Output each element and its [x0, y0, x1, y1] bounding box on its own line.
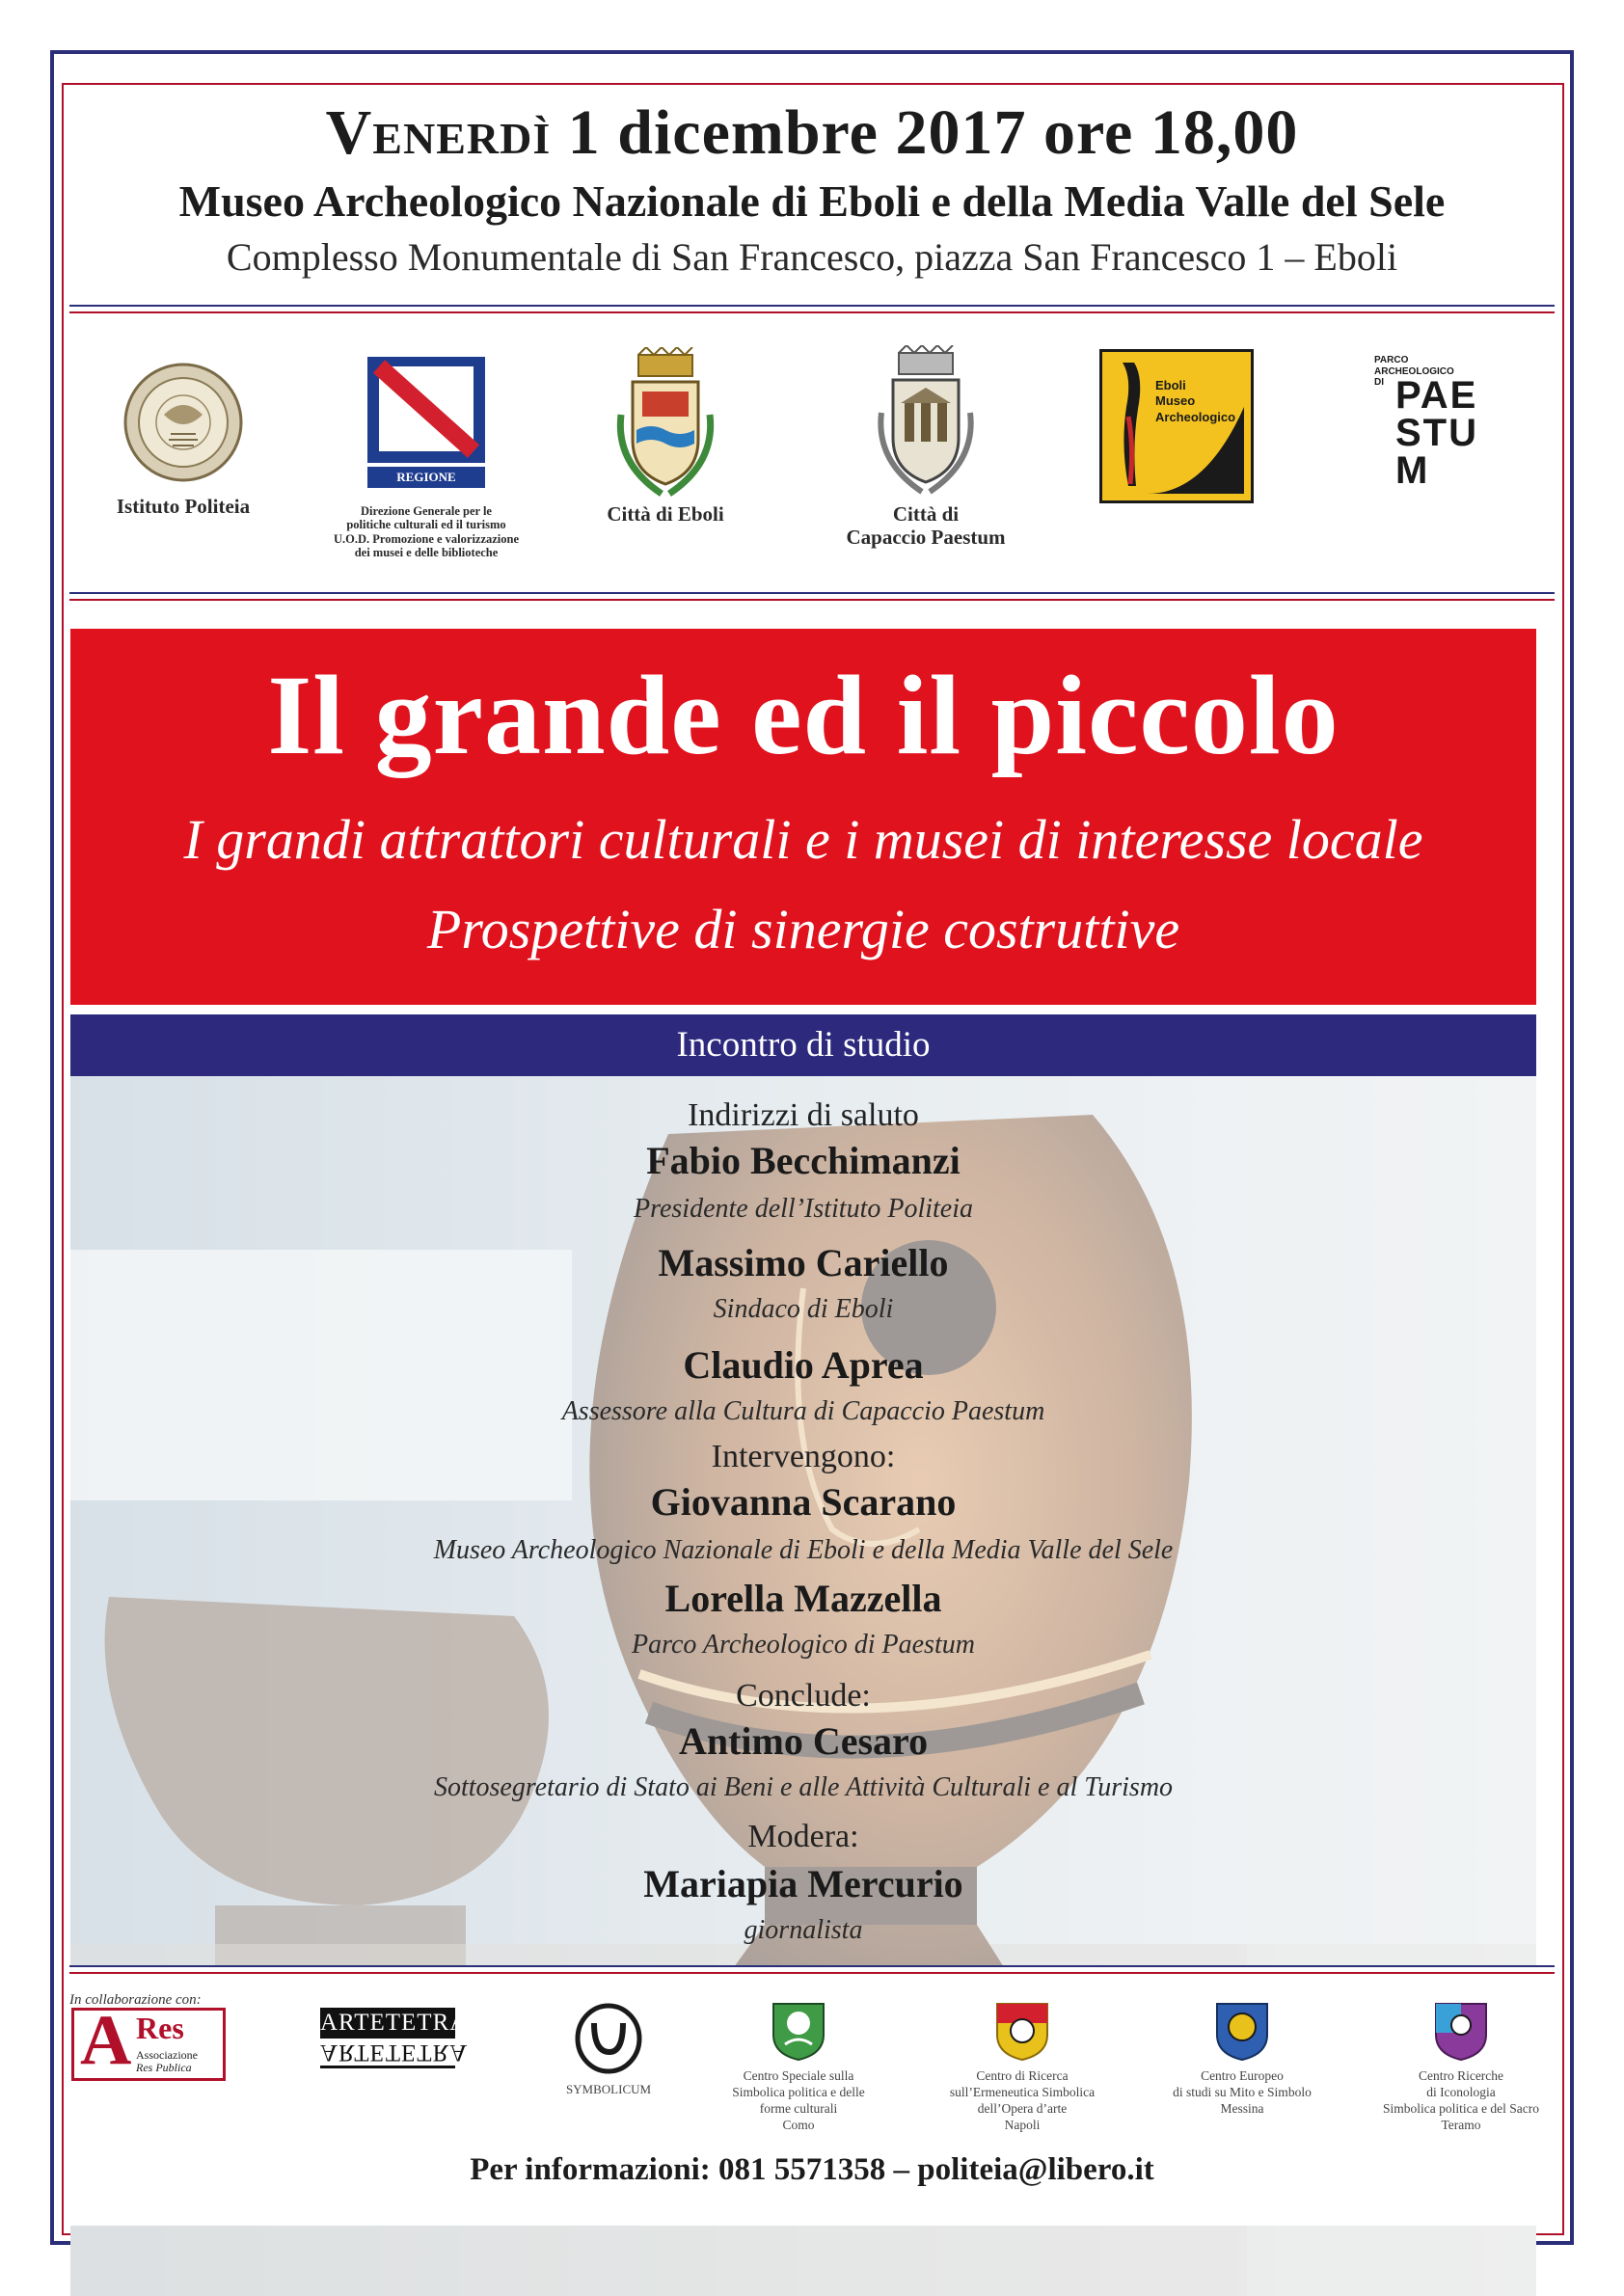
paestum-small-line: PARCO	[1374, 355, 1409, 365]
artetetra-mirror: ARTETETRA	[320, 2039, 455, 2068]
venue-address: Complesso Monumentale di San Francesco, piazza San Francesco 1 – Eboli	[226, 235, 1398, 279]
messina-caption-line: di studi su Mito e Simbolo	[1173, 2084, 1312, 2099]
capaccio-coat-of-arms-icon	[868, 345, 984, 500]
partner-teramo	[1360, 2000, 1562, 2134]
speaker-name: Claudio Aprea	[683, 1343, 924, 1387]
partner-como	[702, 2000, 895, 2134]
speakers-heading: Intervengono:	[711, 1439, 896, 1474]
logo-regione-campania	[311, 353, 542, 560]
messina-caption-line: Centro Europeo	[1201, 2068, 1284, 2083]
como-caption-line: Como	[782, 2117, 815, 2132]
teramo-caption-line: Simbolica politica e del Sacro	[1383, 2100, 1539, 2116]
paestum-big-line: STU	[1395, 411, 1478, 454]
speaker-role: giornalista	[744, 1915, 863, 1945]
teramo-shield-icon	[1432, 2000, 1490, 2064]
teramo-caption	[1360, 2068, 1562, 2134]
speaker-role: Sindaco di Eboli	[713, 1294, 894, 1324]
logo-eboli-museo	[1099, 349, 1254, 503]
campania-caption-line: dei musei e delle biblioteche	[354, 546, 499, 560]
res-publica-top: Res	[136, 2011, 184, 2045]
logo-citta-eboli	[579, 347, 752, 526]
messina-shield-icon	[1213, 2000, 1271, 2064]
campania-caption-line: politiche culturali ed il turismo	[346, 518, 506, 532]
venue-museum: Museo Archeologico Nazionale di Eboli e della Media Valle del Sele	[178, 176, 1446, 226]
campania-badge: REGIONE CAMPANIA	[392, 470, 461, 500]
paestum-small-line: DI	[1374, 377, 1384, 388]
campania-caption-line: Direzione Generale per le	[361, 504, 492, 518]
res-publica-small	[136, 2049, 198, 2074]
messina-caption	[1146, 2068, 1339, 2118]
como-caption-line: Centro Speciale sulla	[743, 2068, 854, 2083]
capaccio-caption-line: Capaccio Paestum	[846, 526, 1006, 550]
logo-parco-paestum	[1374, 355, 1509, 490]
divider-red-top	[69, 311, 1555, 313]
artetetra-text: ARTETETRA	[320, 2008, 455, 2039]
event-date-rest: 1 dicembre 2017 ore 18,00	[567, 97, 1299, 168]
symbolicum-caption: SYMBOLICUM	[565, 2082, 652, 2096]
partner-artetetra	[320, 2008, 469, 2068]
eboli-museo-line: Eboli	[1155, 378, 1186, 392]
event-subtitle-1: I grandi attrattori culturali e i musei di interesse locale	[183, 808, 1423, 871]
napoli-caption-line: dell’Opera d’arte	[977, 2100, 1068, 2116]
teramo-caption-line: Teramo	[1441, 2117, 1481, 2132]
partner-napoli	[926, 2000, 1119, 2134]
collaboration-label: In collaborazione con:	[69, 1992, 202, 2008]
logo-istituto-politeia	[106, 357, 260, 518]
como-shield-icon	[770, 2000, 827, 2064]
paestum-small-line: ARCHEOLOGICO	[1374, 365, 1454, 377]
speaker-role: Museo Archeologico Nazionale di Eboli e della Media Valle del Sele	[433, 1535, 1174, 1565]
speaker-name: Massimo Cariello	[658, 1241, 949, 1284]
eboli-museo-line: Museo	[1155, 393, 1196, 409]
res-publica-line: Res Publica	[136, 2061, 192, 2075]
napoli-caption	[926, 2068, 1119, 2134]
event-day: Venerdì	[325, 97, 552, 168]
symbolicum-logo-icon	[573, 2000, 644, 2077]
como-caption-line: forme culturali	[759, 2100, 838, 2116]
capaccio-caption-line: Città di	[892, 502, 960, 526]
eboli-caption: Città di Eboli	[607, 502, 724, 526]
politeia-seal-icon	[121, 357, 246, 492]
incontro-band: Incontro di studio	[70, 1014, 1536, 1076]
como-caption-line: Simbolica politica e delle	[732, 2084, 865, 2099]
partner-messina	[1146, 2000, 1339, 2118]
eboli-museo-text	[1155, 378, 1235, 425]
speaker-role: Presidente dell’Istituto Politeia	[634, 1194, 973, 1224]
napoli-caption-line: Centro di Ricerca	[976, 2068, 1069, 2083]
speaker-name: Mariapia Mercurio	[643, 1862, 963, 1905]
como-caption	[702, 2068, 895, 2134]
divider-blue-bottom	[69, 1965, 1555, 1967]
eboli-coat-of-arms-icon	[608, 347, 723, 501]
messina-caption-line: Messina	[1220, 2100, 1264, 2116]
speaker-name: Antimo Cesaro	[678, 1719, 929, 1763]
speaker-role: Parco Archeologico di Paestum	[632, 1630, 975, 1660]
speaker-role: Assessore alla Cultura di Capaccio Paestum	[561, 1396, 1045, 1426]
paestum-big-line: M	[1395, 448, 1430, 492]
napoli-caption-line: Napoli	[1004, 2117, 1041, 2132]
speaker-role: Sottosegretario di Stato ai Beni e alle Attività Culturali e al Turismo	[433, 1772, 1174, 1802]
divider-blue-mid	[69, 592, 1555, 594]
concludes-heading: Conclude:	[736, 1678, 871, 1714]
paestum-big-text	[1395, 373, 1509, 492]
napoli-caption-line: sull’Ermeneutica Simbolica	[949, 2084, 1096, 2099]
capaccio-caption	[820, 502, 1032, 549]
napoli-shield-icon	[993, 2000, 1051, 2064]
teramo-caption-line: Centro Ricerche	[1418, 2068, 1504, 2083]
eboli-museo-line: Archeologico	[1155, 409, 1236, 424]
greetings-heading: Indirizzi di saluto	[688, 1097, 919, 1133]
speaker-name: Lorella Mazzella	[664, 1577, 942, 1620]
eboli-museo-figure-icon	[1099, 349, 1254, 503]
campania-caption	[311, 504, 542, 560]
logo-citta-capaccio	[820, 345, 1032, 549]
divider-blue-top	[69, 305, 1555, 307]
event-subtitle-2: Prospettive di sinergie costruttive	[426, 898, 1180, 960]
moderator-heading: Modera:	[747, 1819, 859, 1854]
politeia-caption: Istituto Politeia	[116, 495, 251, 518]
divider-red-bottom	[69, 1972, 1555, 1974]
speaker-name: Fabio Becchimanzi	[646, 1139, 961, 1182]
res-publica-big-letter: A	[80, 2001, 132, 2080]
campania-caption-line: U.O.D. Promozione e valorizzazione	[333, 531, 520, 546]
res-publica-line: Associazione	[136, 2048, 198, 2062]
event-date	[0, 96, 1624, 170]
event-title: Il grande ed il piccolo	[267, 652, 1340, 778]
contact-info: Per informazioni: 081 5571358 – politeia@libero.it	[470, 2152, 1154, 2187]
partner-symbolicum	[555, 2000, 662, 2097]
speaker-name: Giovanna Scarano	[650, 1480, 957, 1524]
divider-red-mid	[69, 599, 1555, 601]
title-banner	[70, 629, 1536, 1005]
teramo-caption-line: di Iconologia	[1426, 2084, 1496, 2099]
partner-res-publica	[71, 2001, 226, 2081]
paestum-big-line: PAE	[1395, 373, 1478, 417]
